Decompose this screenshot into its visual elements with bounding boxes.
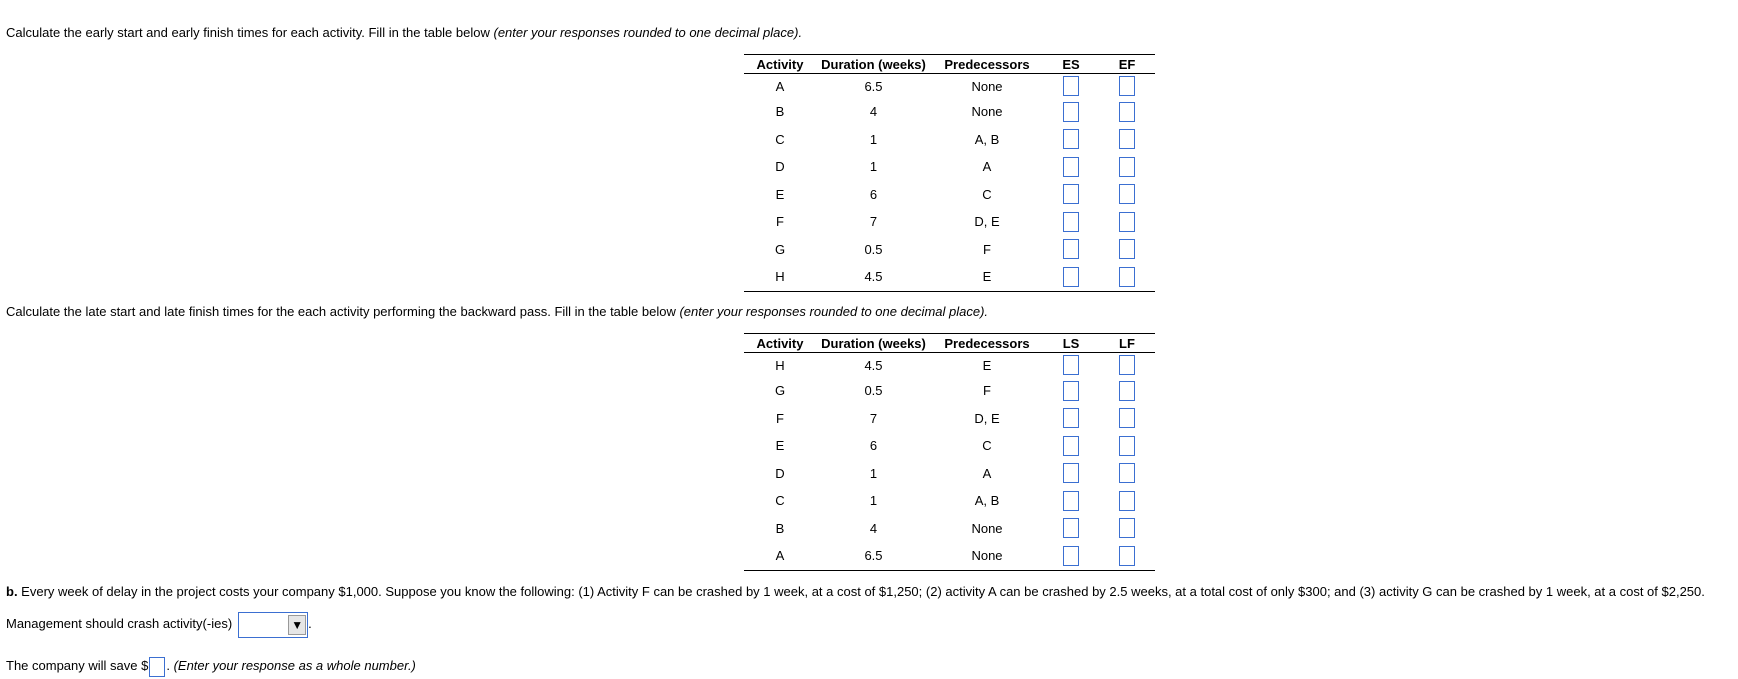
es-input[interactable] (1063, 157, 1079, 177)
duration-cell: 1 (869, 131, 878, 147)
activity-cell: E (775, 438, 785, 454)
ls-input[interactable] (1063, 355, 1079, 375)
ef-cell (1099, 74, 1155, 99)
ls-input[interactable] (1063, 546, 1079, 566)
activity-cell: G (774, 383, 786, 399)
duration-cell: 0.5 (864, 241, 883, 257)
ef-cell (1099, 153, 1155, 181)
ls-cell (1043, 377, 1099, 405)
crash-activity-line: Management should crash activity(-ies) ▼ . (6, 611, 312, 638)
savings-label: The company will save $ (6, 658, 149, 673)
table-header-row (744, 334, 1155, 353)
predecessors-cell: F (983, 383, 991, 399)
table-row (744, 432, 1155, 460)
predecessors-cell: None (971, 520, 1003, 536)
activity-cell: D (775, 159, 785, 175)
predecessors-cell: C (982, 186, 992, 202)
ef-input[interactable] (1119, 129, 1135, 149)
lf-input[interactable] (1119, 546, 1135, 566)
es-input[interactable] (1063, 76, 1079, 96)
crash-label: Management should crash activity(-ies) (6, 616, 233, 631)
lf-input[interactable] (1119, 408, 1135, 428)
activity-cell: H (744, 263, 816, 291)
predecessors-cell: E (982, 357, 992, 373)
ls-input[interactable] (1063, 463, 1079, 483)
predecessors-cell: None (971, 104, 1003, 120)
ef-cell (1099, 126, 1155, 154)
ef-input[interactable] (1119, 239, 1135, 259)
duration-cell: 6 (869, 438, 878, 454)
ef-input[interactable] (1119, 102, 1135, 122)
table-row (744, 126, 1155, 154)
header-activity: Activity (744, 55, 816, 74)
table-row (744, 98, 1155, 126)
table-row (744, 236, 1155, 264)
es-input[interactable] (1063, 239, 1079, 259)
duration-cell: 6.5 (816, 542, 931, 570)
duration-cell: 0.5 (864, 383, 883, 399)
ef-input[interactable] (1119, 267, 1135, 287)
ls-input[interactable] (1063, 381, 1079, 401)
es-input[interactable] (1063, 212, 1079, 232)
backward-pass-table (744, 333, 1155, 571)
lf-cell (1099, 487, 1155, 515)
table-row (744, 487, 1155, 515)
lf-input[interactable] (1119, 436, 1135, 456)
predecessors-cell: A, B (974, 131, 1000, 147)
header-predecessors: Predecessors (931, 55, 1043, 74)
table-header-row (744, 55, 1155, 74)
header-duration: Duration (weeks) (816, 55, 931, 74)
crash-activity-dropdown[interactable] (238, 612, 308, 638)
forward-pass-table (744, 54, 1155, 292)
predecessors-cell: None (971, 78, 1003, 94)
es-cell (1043, 236, 1099, 264)
duration-cell: 6 (869, 186, 878, 202)
table-row (744, 377, 1155, 405)
activity-cell: A (744, 542, 816, 570)
activity-cell: G (774, 241, 786, 257)
lf-cell (1099, 353, 1155, 378)
es-cell (1043, 98, 1099, 126)
predecessors-cell: D, E (974, 214, 1000, 230)
forward-instruction: Calculate the early start and early finish times for each activity. Fill in the table below (enter your responses rounded to one decimal place). (6, 25, 803, 40)
lf-cell (1099, 432, 1155, 460)
predecessors-cell: None (931, 542, 1043, 570)
table-row (744, 405, 1155, 433)
table-row (744, 542, 1155, 570)
ef-input[interactable] (1119, 157, 1135, 177)
ls-cell (1043, 432, 1099, 460)
activity-cell: D (775, 465, 785, 481)
header-lf: LF (1099, 334, 1155, 353)
lf-cell (1099, 542, 1155, 570)
part-b-question: b. Every week of delay in the project costs your company $1,000. Suppose you know the following: (1) Activity F can be crashed by 1 week, at a cost of $1,250; (2) activity A can be crashed by 2.5 weeks, at a total cost of only $300; and (3) activity G can be crashed by 1 week, at a cost of $2,250. (6, 584, 1705, 599)
es-cell (1043, 208, 1099, 236)
ef-input[interactable] (1119, 76, 1135, 96)
lf-input[interactable] (1119, 355, 1135, 375)
predecessors-cell: C (982, 438, 992, 454)
duration-cell: 6.5 (864, 78, 883, 94)
duration-cell: 4.5 (816, 263, 931, 291)
activity-cell: F (776, 410, 784, 426)
ef-cell (1099, 263, 1155, 291)
ls-input[interactable] (1063, 436, 1079, 456)
ls-input[interactable] (1063, 491, 1079, 511)
backward-instruction: Calculate the late start and late finish times for the each activity performing the backward pass. Fill in the table below (enter your responses rounded to one decimal place). (6, 304, 989, 319)
duration-cell: 4 (869, 520, 878, 536)
header-ef: EF (1099, 55, 1155, 74)
ef-cell (1099, 181, 1155, 209)
lf-cell (1099, 377, 1155, 405)
predecessors-cell: E (931, 263, 1043, 291)
ls-cell (1043, 487, 1099, 515)
header-activity: Activity (744, 334, 816, 353)
duration-cell: 1 (869, 159, 878, 175)
activity-cell: E (775, 186, 785, 202)
es-cell (1043, 74, 1099, 99)
predecessors-cell: D, E (974, 410, 1000, 426)
duration-cell: 4 (869, 104, 878, 120)
table-row (744, 263, 1155, 291)
ef-cell (1099, 208, 1155, 236)
table-row (744, 181, 1155, 209)
ef-input[interactable] (1119, 212, 1135, 232)
lf-cell (1099, 405, 1155, 433)
activity-cell: B (775, 520, 785, 536)
es-cell (1043, 181, 1099, 209)
ef-cell (1099, 98, 1155, 126)
es-cell (1043, 153, 1099, 181)
savings-note: (Enter your response as a whole number.) (173, 658, 416, 673)
activity-cell: C (775, 131, 785, 147)
lf-input[interactable] (1119, 381, 1135, 401)
header-predecessors: Predecessors (931, 334, 1043, 353)
dropdown-arrow-icon[interactable]: ▼ (288, 615, 306, 635)
predecessors-cell: F (983, 241, 991, 257)
es-input[interactable] (1063, 102, 1079, 122)
activity-cell: C (775, 493, 785, 509)
ls-input[interactable] (1063, 518, 1079, 538)
ls-cell (1043, 405, 1099, 433)
table-row (744, 353, 1155, 378)
header-duration: Duration (weeks) (816, 334, 931, 353)
es-input[interactable] (1063, 267, 1079, 287)
table-row (744, 208, 1155, 236)
activity-cell: F (776, 214, 784, 230)
duration-cell: 7 (869, 214, 878, 230)
header-ls: LS (1043, 334, 1099, 353)
predecessors-cell: A, B (974, 493, 1000, 509)
predecessors-cell: A (982, 465, 992, 481)
duration-cell: 7 (869, 410, 878, 426)
ls-cell (1043, 460, 1099, 488)
lf-input[interactable] (1119, 463, 1135, 483)
lf-input[interactable] (1119, 491, 1135, 511)
table-row (744, 460, 1155, 488)
es-input[interactable] (1063, 129, 1079, 149)
duration-cell: 1 (869, 465, 878, 481)
table-row (744, 74, 1155, 99)
lf-cell (1099, 515, 1155, 543)
lf-cell (1099, 460, 1155, 488)
table-row (744, 515, 1155, 543)
ls-cell (1043, 515, 1099, 543)
ls-input[interactable] (1063, 408, 1079, 428)
table-row (744, 153, 1155, 181)
savings-input[interactable] (149, 657, 165, 677)
activity-cell: H (775, 357, 785, 373)
activity-cell: B (775, 104, 785, 120)
ef-input[interactable] (1119, 184, 1135, 204)
es-input[interactable] (1063, 184, 1079, 204)
activity-cell: A (775, 78, 785, 94)
ls-cell (1043, 542, 1099, 570)
savings-line: The company will save $ . (Enter your response as a whole number.) (6, 656, 416, 677)
ls-cell (1043, 353, 1099, 378)
duration-cell: 4.5 (864, 357, 883, 373)
duration-cell: 1 (869, 493, 878, 509)
es-cell (1043, 263, 1099, 291)
header-es: ES (1043, 55, 1099, 74)
es-cell (1043, 126, 1099, 154)
predecessors-cell: A (982, 159, 992, 175)
lf-input[interactable] (1119, 518, 1135, 538)
ef-cell (1099, 236, 1155, 264)
